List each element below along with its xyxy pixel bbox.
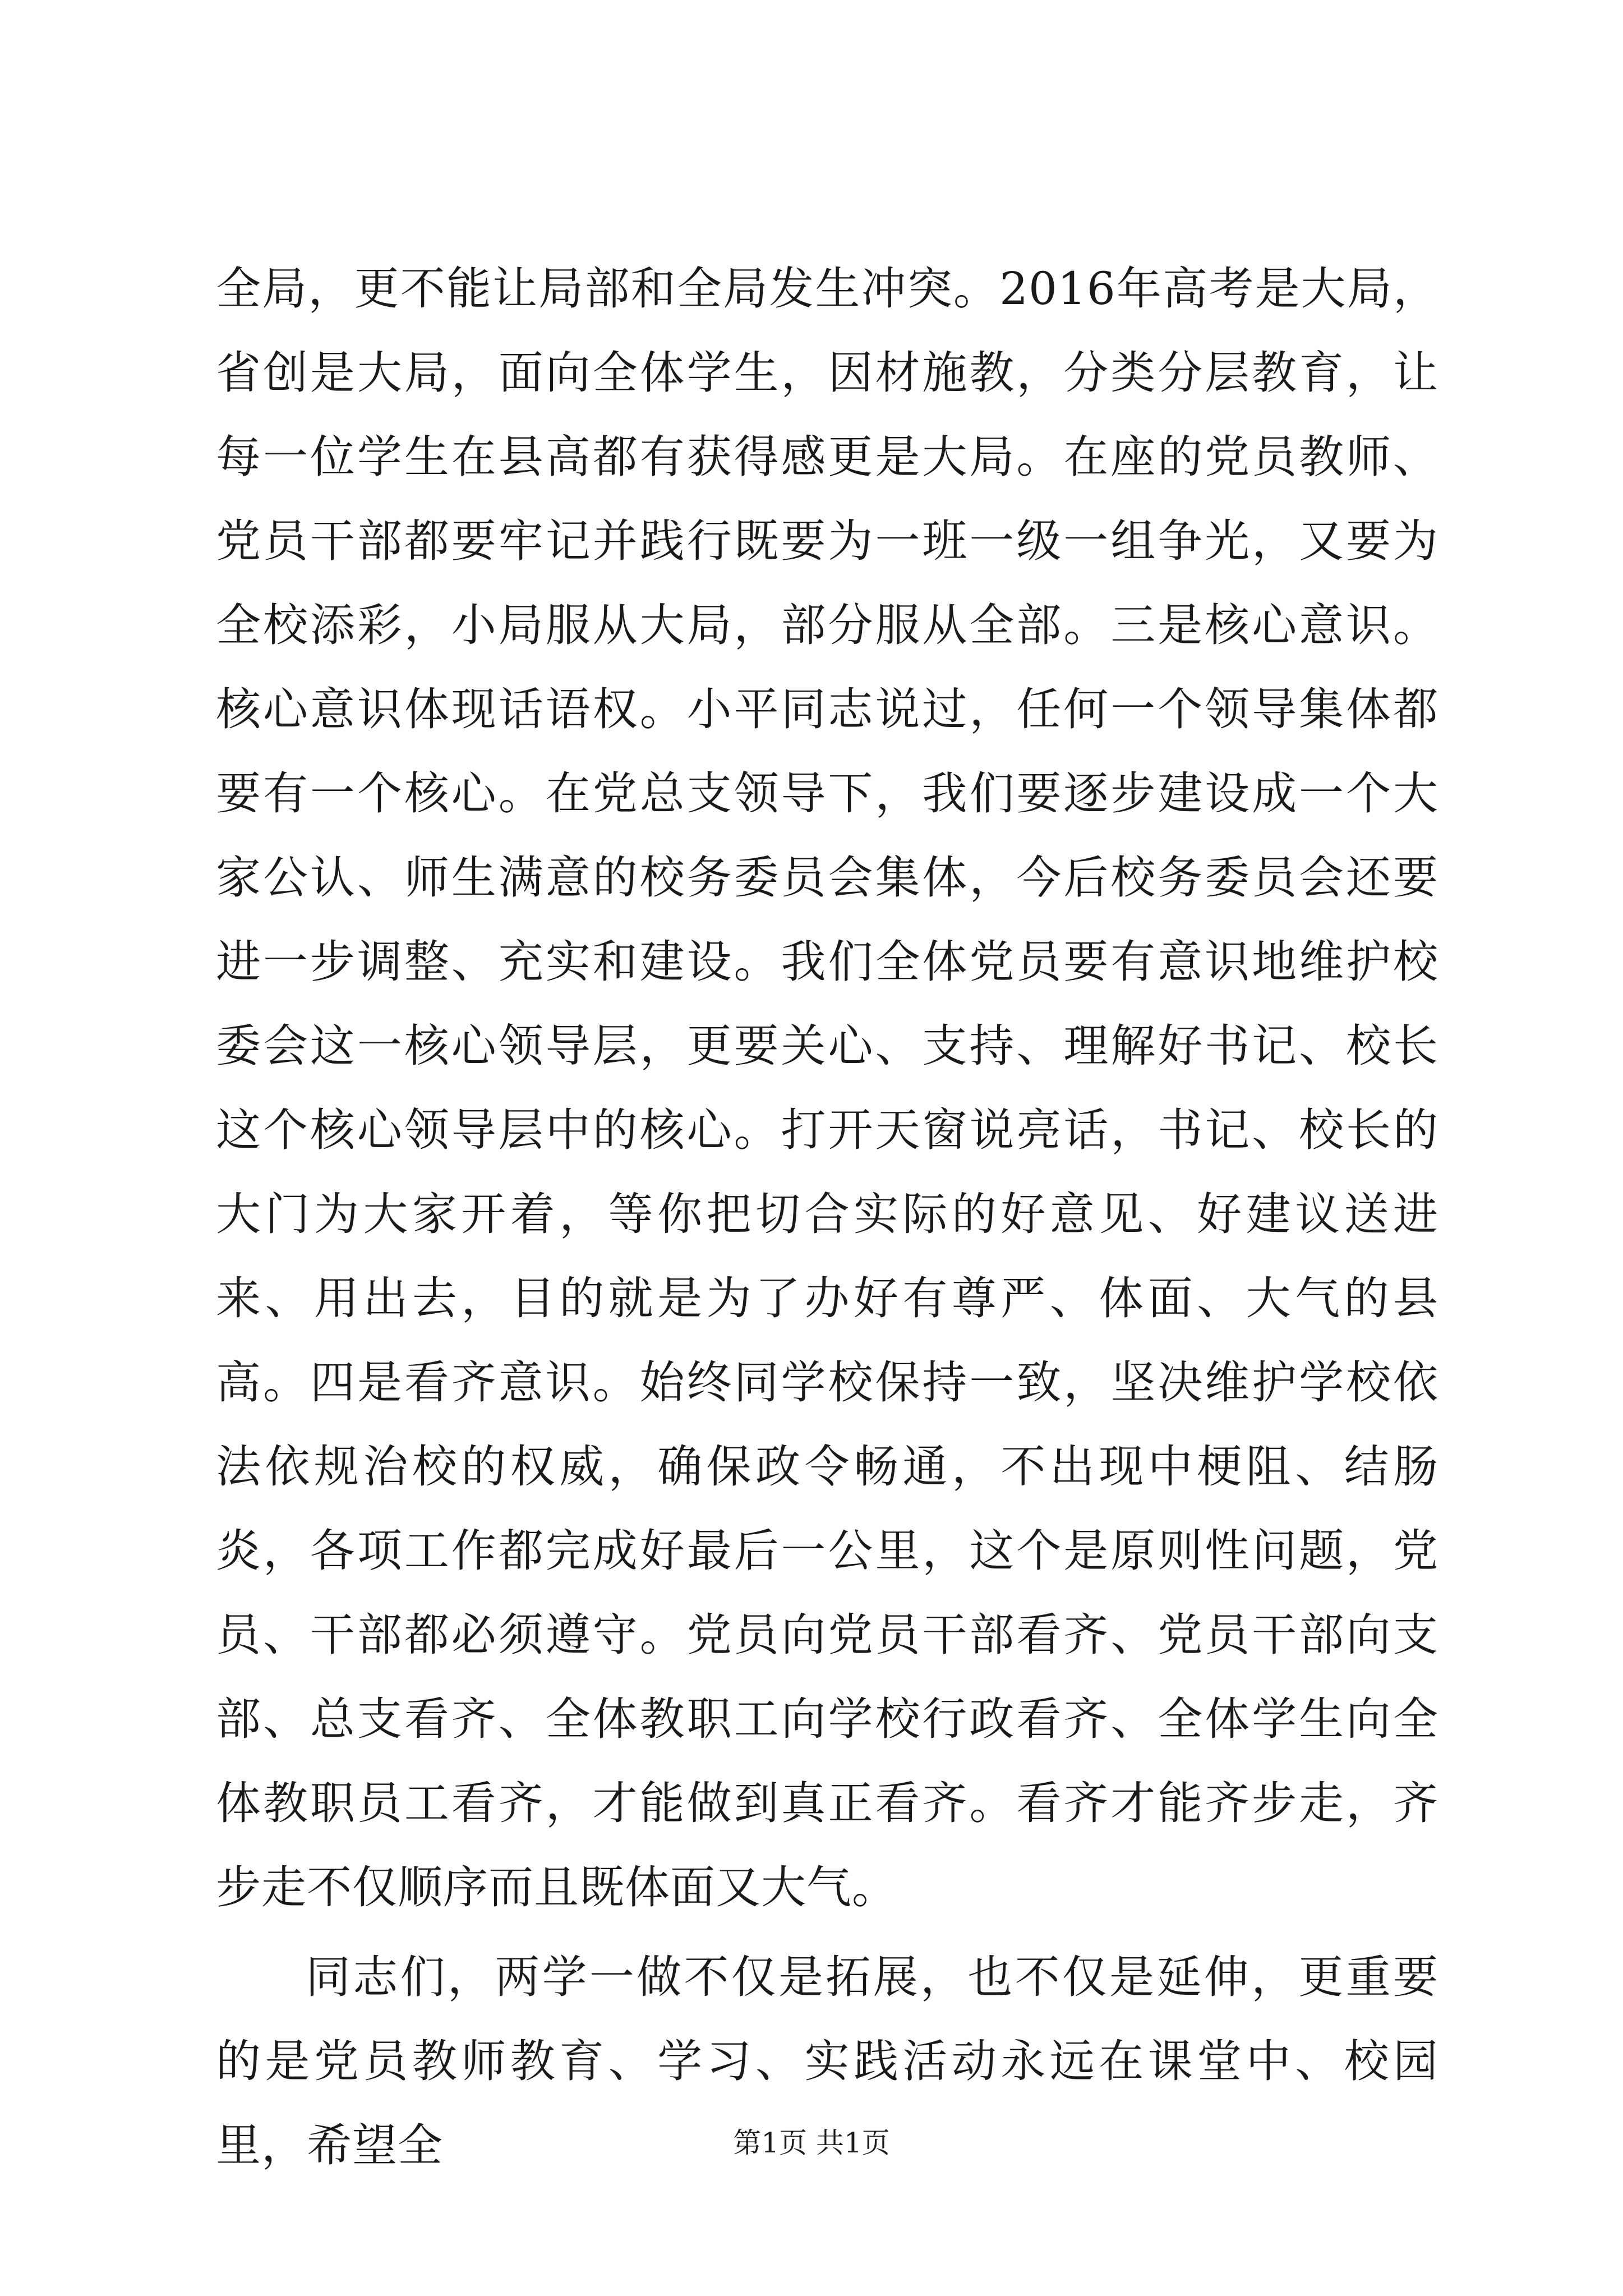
page-footer: 第1页 共1页 <box>733 2127 890 2159</box>
paragraph-2: 同志们，两学一做不仅是拓展，也不仅是延伸，更重要的是党员教师教育、学习、实践活动永远在课堂中、校园里，希望全 <box>216 1951 1438 2171</box>
body-text <box>216 247 1438 2188</box>
paragraph-1: 全局，更不能让局部和全局发生冲突。2016年高考是大局，省创是大局，面向全体学生，因材施教，分类分层教育，让每一位学生在县高都有获得感更是大局。在座的党员教师、党员干部都要牢记并践行既要为一班一级一组争光，又要为全校添彩，小局服从大局，部分服从全部。三是核心意识。核心意识体现话语权。小平同志说过，任何一个领导集体都要有一个核心。在党总支领导下，我们要逐步建设成一个大家公认、师生满意的校务委员会集体，今后校务委员会还要进一步调整、充实和建设。我们全体党员要有意识地维护校委会这一核心领导层，更要关心、支持、理解好书记、校长这个核心领导层中的核心。打开天窗说亮话，书记、校长的大门为大家开着，等你把切合实际的好意见、好建议送进来、用出去，目的就是为了办好有尊严、体面、大气的县高。四是看齐意识。始终同学校保持一致，坚决维护学校依法依规治校的权威，确保政令畅通，不出现中梗阻、结肠炎，各项工作都完成好最后一公里，这个是原则性问题，党员、干部都必须遵守。党员向党员干部看齐、党员干部向支部、总支看齐、全体教职工向学校行政看齐、全体学生向全体教职员工看齐，才能做到真正看齐。看齐才能齐步走，齐步走不仅顺序而且既体面又大气。 <box>216 263 1438 1913</box>
